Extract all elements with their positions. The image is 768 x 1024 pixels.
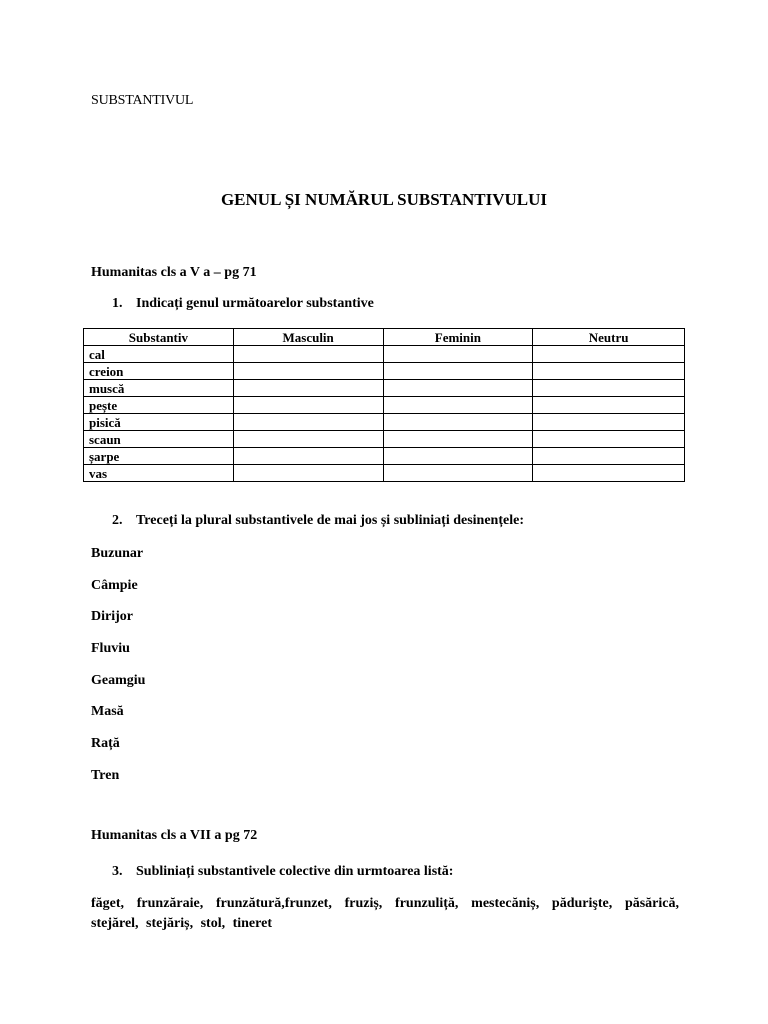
table-row (84, 346, 685, 363)
masculin-cell[interactable] (233, 465, 383, 482)
document-title: GENUL ȘI NUMĂRUL SUBSTANTIVULUI (220, 190, 548, 209)
column-header-substantiv: Substantiv (84, 329, 234, 346)
neutru-cell[interactable] (533, 431, 685, 448)
column-header-feminin: Feminin (383, 329, 533, 346)
table-row (84, 380, 685, 397)
feminin-cell[interactable] (383, 414, 533, 431)
column-header-neutru: Neutru (533, 329, 685, 346)
noun-cell: muscă (84, 380, 234, 397)
list-item: Rață (91, 736, 120, 752)
exercise-3-number: 3. (112, 864, 123, 879)
neutru-cell[interactable] (533, 363, 685, 380)
list-item: Câmpie (91, 577, 138, 593)
word-list (91, 546, 145, 800)
list-item: Fluviu (91, 641, 130, 657)
masculin-cell[interactable] (233, 397, 383, 414)
gender-table (83, 328, 685, 482)
neutru-cell[interactable] (533, 465, 685, 482)
feminin-cell[interactable] (383, 448, 533, 465)
masculin-cell[interactable] (233, 431, 383, 448)
feminin-cell[interactable] (383, 346, 533, 363)
feminin-cell[interactable] (383, 465, 533, 482)
table-row (84, 363, 685, 380)
section-heading-1: Humanitas cls a V a – pg 71 (91, 265, 257, 280)
masculin-cell[interactable] (233, 414, 383, 431)
exercise-1-number: 1. (112, 296, 123, 311)
list-item: Buzunar (91, 546, 144, 561)
exercise-2-number: 2. (112, 513, 123, 528)
neutru-cell[interactable] (533, 380, 685, 397)
noun-cell: cal (84, 346, 234, 363)
masculin-cell[interactable] (233, 448, 383, 465)
exercise-1 (112, 296, 374, 312)
collective-nouns-list: făget, frunzăraie, frunzătură,frunzet, fruziș, frunzuliță, mestecăniș, pădurişte, păsărică, stejărel, stejăriș, stol, tineret (91, 896, 679, 931)
list-item: Tren (91, 767, 120, 783)
feminin-cell[interactable] (383, 431, 533, 448)
noun-cell: creion (84, 363, 234, 380)
header-label: SUBSTANTIVUL (91, 93, 194, 108)
noun-cell: vas (84, 465, 234, 482)
feminin-cell[interactable] (383, 397, 533, 414)
column-header-masculin: Masculin (233, 329, 383, 346)
noun-cell: pisică (84, 414, 234, 431)
exercise-3-text: Subliniați substantivele colective din urmtoarea listă: (136, 864, 454, 879)
exercise-2 (112, 513, 524, 529)
masculin-cell[interactable] (233, 346, 383, 363)
table-row (84, 397, 685, 414)
table-row (84, 448, 685, 465)
neutru-cell[interactable] (533, 448, 685, 465)
masculin-cell[interactable] (233, 363, 383, 380)
noun-cell: șarpe (84, 448, 234, 465)
table-row (84, 431, 685, 448)
list-item: Dirijor (91, 609, 133, 625)
feminin-cell[interactable] (383, 363, 533, 380)
exercise-2-text: Treceți la plural substantivele de mai jos și subliniați desinențele: (136, 513, 524, 528)
neutru-cell[interactable] (533, 397, 685, 414)
table-row (84, 414, 685, 431)
neutru-cell[interactable] (533, 346, 685, 363)
list-item: Geamgiu (91, 672, 146, 688)
table-row (84, 465, 685, 482)
noun-cell: pește (84, 397, 234, 414)
list-item: Masă (91, 704, 124, 720)
exercise-3 (112, 864, 453, 880)
neutru-cell[interactable] (533, 414, 685, 431)
masculin-cell[interactable] (233, 380, 383, 397)
table-header-row (84, 329, 685, 346)
exercise-1-text: Indicați genul următoarelor substantive (136, 296, 374, 311)
section-heading-2: Humanitas cls a VII a pg 72 (91, 828, 258, 843)
feminin-cell[interactable] (383, 380, 533, 397)
noun-cell: scaun (84, 431, 234, 448)
